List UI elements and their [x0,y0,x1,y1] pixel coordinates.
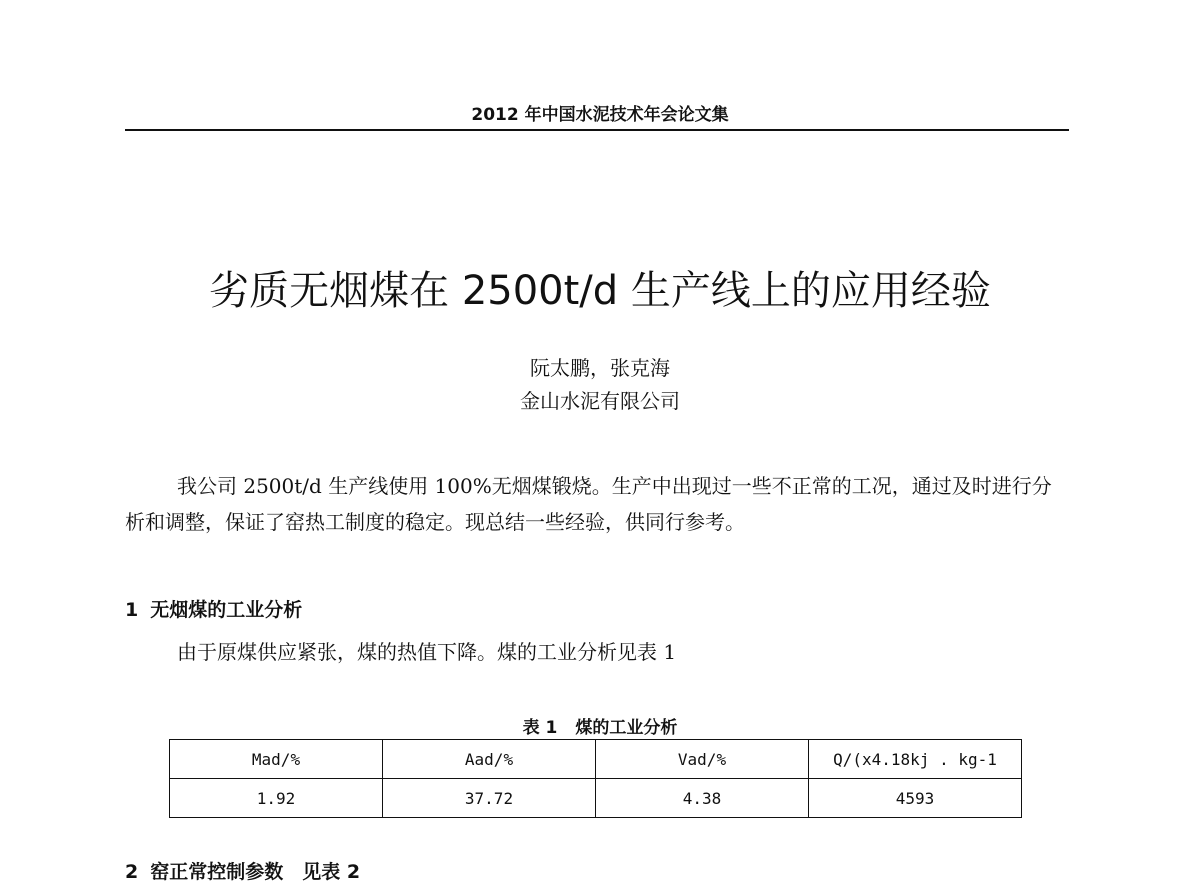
abstract-paragraph: 我公司 2500t/d 生产线使用 100%无烟煤锻烧。生产中出现过一些不正常的工况，通过及时进行分析和调整，保证了窑热工制度的稳定。现总结一些经验，供同行参考。 [125,474,1052,534]
running-header: 2012 年中国水泥技术年会论文集 [471,105,729,125]
section-1-text: 由于原煤供应紧张，煤的热值下降。煤的工业分析见表 1 [177,640,677,664]
authors: 阮太鹏，张克海 [530,356,670,380]
section-1-heading [125,595,302,622]
table-1-caption-number: 表 1 [522,718,558,738]
section-2-title: 窑正常控制参数 见表 2 [150,861,361,883]
table-cell: 4.38 [596,779,809,818]
table-header-cell: Q/(x4.18kj . kg-1 [809,740,1022,779]
coal-analysis-table [169,739,1022,818]
section-1-title: 无烟煤的工业分析 [150,599,303,621]
table-cell: 4593 [809,779,1022,818]
section-1-number: 1 [125,599,139,621]
table-header-cell: Vad/% [596,740,809,779]
table-row [170,779,1022,818]
paper-title: 劣质无烟煤在 2500t/d 生产线上的应用经验 [209,268,991,314]
table-cell: 1.92 [170,779,383,818]
table-header-cell: Aad/% [383,740,596,779]
section-2-number: 2 [125,861,139,883]
table-cell: 37.72 [383,779,596,818]
table-1-caption-title: 煤的工业分析 [575,718,678,738]
table-header-row [170,740,1022,779]
header-rule [125,129,1069,131]
table-header-cell: Mad/% [170,740,383,779]
affiliation: 金山水泥有限公司 [520,389,680,413]
section-2-heading [125,857,360,884]
table-1-caption [0,713,1200,738]
